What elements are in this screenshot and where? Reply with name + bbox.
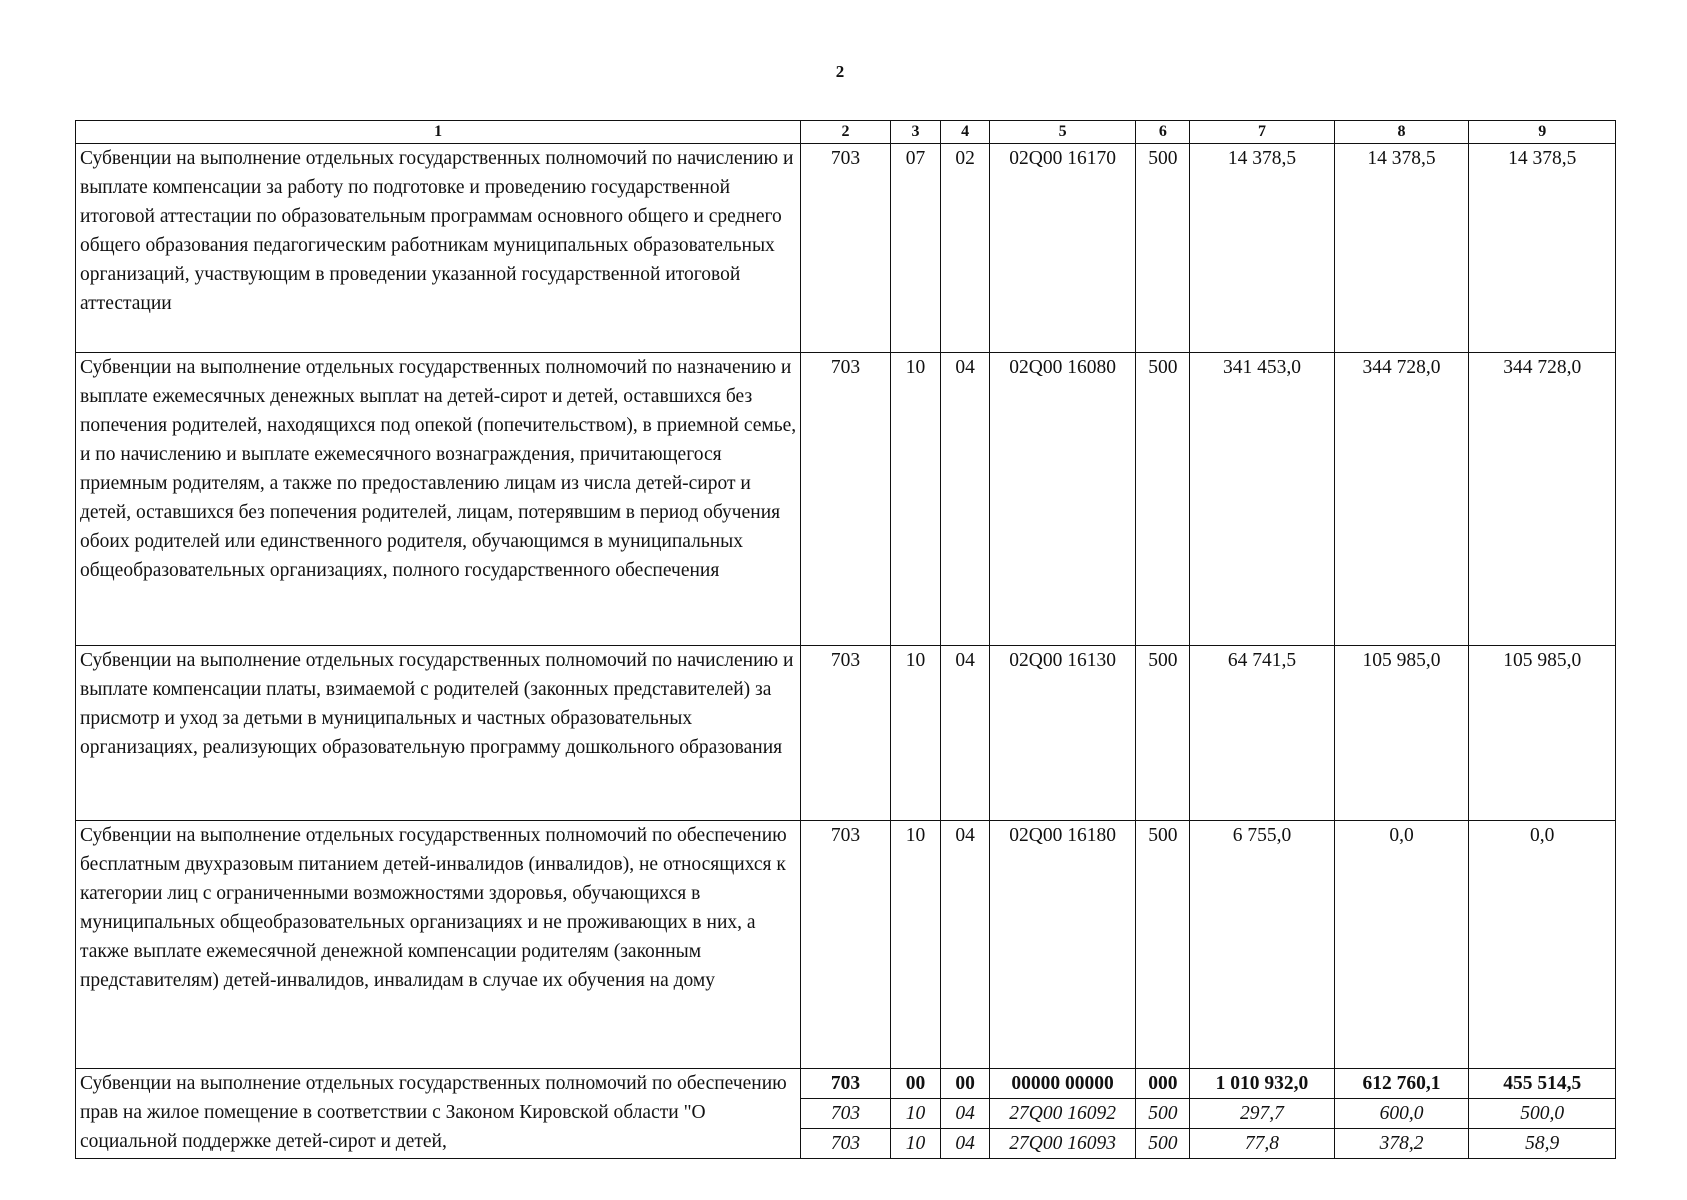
cell-col-2: 703 [801, 144, 890, 353]
cell-col-3: 10 [890, 1129, 941, 1159]
cell-col-3: 10 [890, 821, 941, 1069]
header-col-2: 2 [801, 121, 890, 144]
cell-col-7: 64 741,5 [1190, 646, 1334, 821]
cell-col-7: 14 378,5 [1190, 144, 1334, 353]
cell-col-6: 500 [1136, 353, 1190, 646]
cell-col-6: 500 [1136, 144, 1190, 353]
header-col-5: 5 [989, 121, 1136, 144]
budget-table [75, 120, 1616, 1159]
header-col-1: 1 [76, 121, 801, 144]
cell-col-7: 341 453,0 [1190, 353, 1334, 646]
cell-col-4: 04 [941, 1129, 989, 1159]
cell-col-4: 04 [941, 353, 989, 646]
cell-col-2: 703 [801, 1099, 890, 1129]
cell-col-9: 0,0 [1469, 821, 1616, 1069]
cell-col-9: 105 985,0 [1469, 646, 1616, 821]
header-col-7: 7 [1190, 121, 1334, 144]
cell-col-6: 000 [1136, 1069, 1190, 1099]
cell-col-8: 612 760,1 [1334, 1069, 1469, 1099]
cell-col-7: 77,8 [1190, 1129, 1334, 1159]
cell-col-7: 297,7 [1190, 1099, 1334, 1129]
cell-col-6: 500 [1136, 646, 1190, 821]
cell-col-9: 455 514,5 [1469, 1069, 1616, 1099]
row-description: Субвенции на выполнение отдельных государственных полномочий по обеспечению бесплатным двухразовым питанием детей-инвалидов (инвалидов), не относящихся к категории лиц с ограниченными возможностями здоровья, обучающихся в муниципальных общеобразовательных организациях и не проживающих в них, а также выплате ежемесячной денежной компенсации родителям (законным представителям) детей-инвалидов, инвалидам в случае их обучения на дому [76, 821, 801, 1069]
cell-col-4: 04 [941, 646, 989, 821]
cell-col-2: 703 [801, 646, 890, 821]
table-row [76, 353, 1616, 646]
cell-col-9: 500,0 [1469, 1099, 1616, 1129]
cell-col-4: 00 [941, 1069, 989, 1099]
header-col-4: 4 [941, 121, 989, 144]
cell-col-3: 10 [890, 646, 941, 821]
header-col-6: 6 [1136, 121, 1190, 144]
header-col-3: 3 [890, 121, 941, 144]
cell-col-5: 02Q00 16170 [989, 144, 1136, 353]
cell-col-3: 00 [890, 1069, 941, 1099]
row-description: Субвенции на выполнение отдельных государственных полномочий по начислению и выплате компенсации платы, взимаемой с родителей (законных представителей) за присмотр и уход за детьми в муниципальных и частных образовательных организациях, реализующих образовательную программу дошкольного образования [76, 646, 801, 821]
cell-col-8: 105 985,0 [1334, 646, 1469, 821]
cell-col-5: 00000 00000 [989, 1069, 1136, 1099]
header-col-8: 8 [1334, 121, 1469, 144]
cell-col-2: 703 [801, 821, 890, 1069]
page-number: 2 [835, 62, 845, 81]
cell-col-6: 500 [1136, 1129, 1190, 1159]
table-row [76, 821, 1616, 1069]
cell-col-9: 344 728,0 [1469, 353, 1616, 646]
row-description: Субвенции на выполнение отдельных государственных полномочий по начислению и выплате компенсации за работу по подготовке и проведению государственной итоговой аттестации по образовательным программам основного общего и среднего общего образования педагогическим работникам муниципальных образовательных организаций, участвующим в проведении указанной государственной итоговой аттестации [76, 144, 801, 353]
cell-col-8: 344 728,0 [1334, 353, 1469, 646]
cell-col-5: 27Q00 16093 [989, 1129, 1136, 1159]
cell-col-5: 02Q00 16180 [989, 821, 1136, 1069]
cell-col-4: 04 [941, 821, 989, 1069]
cell-col-8: 600,0 [1334, 1099, 1469, 1129]
cell-col-3: 07 [890, 144, 941, 353]
cell-col-8: 378,2 [1334, 1129, 1469, 1159]
row-description: Субвенции на выполнение отдельных государственных полномочий по назначению и выплате ежемесячных денежных выплат на детей-сирот и детей, оставшихся без попечения родителей, находящихся под опекой (попечительством), в приемной семье, и по начислению и выплате ежемесячного вознаграждения, причитающегося приемным родителям, а также по предоставлению лицам из числа детей-сирот и детей, оставшихся без попечения родителей, лицам, потерявшим в период обучения обоих родителей или единственного родителя, обучающимся в муниципальных общеобразовательных организациях, полного государственного обеспечения [76, 353, 801, 646]
table-row-total [76, 1069, 1616, 1099]
cell-col-6: 500 [1136, 821, 1190, 1069]
header-col-9: 9 [1469, 121, 1616, 144]
cell-col-5: 27Q00 16092 [989, 1099, 1136, 1129]
cell-col-7: 6 755,0 [1190, 821, 1334, 1069]
cell-col-9: 14 378,5 [1469, 144, 1616, 353]
cell-col-2: 703 [801, 353, 890, 646]
cell-col-3: 10 [890, 1099, 941, 1129]
row-description: Субвенции на выполнение отдельных государственных полномочий по обеспечению прав на жилое помещение в соответствии с Законом Кировской области "О социальной поддержке детей-сирот и детей, [76, 1069, 801, 1159]
cell-col-9: 58,9 [1469, 1129, 1616, 1159]
table-row [76, 646, 1616, 821]
header-row [76, 121, 1616, 144]
cell-col-5: 02Q00 16130 [989, 646, 1136, 821]
cell-col-5: 02Q00 16080 [989, 353, 1136, 646]
cell-col-4: 02 [941, 144, 989, 353]
cell-col-2: 703 [801, 1069, 890, 1099]
table-row [76, 144, 1616, 353]
cell-col-8: 14 378,5 [1334, 144, 1469, 353]
cell-col-3: 10 [890, 353, 941, 646]
cell-col-2: 703 [801, 1129, 890, 1159]
cell-col-8: 0,0 [1334, 821, 1469, 1069]
cell-col-6: 500 [1136, 1099, 1190, 1129]
cell-col-7: 1 010 932,0 [1190, 1069, 1334, 1099]
cell-col-4: 04 [941, 1099, 989, 1129]
